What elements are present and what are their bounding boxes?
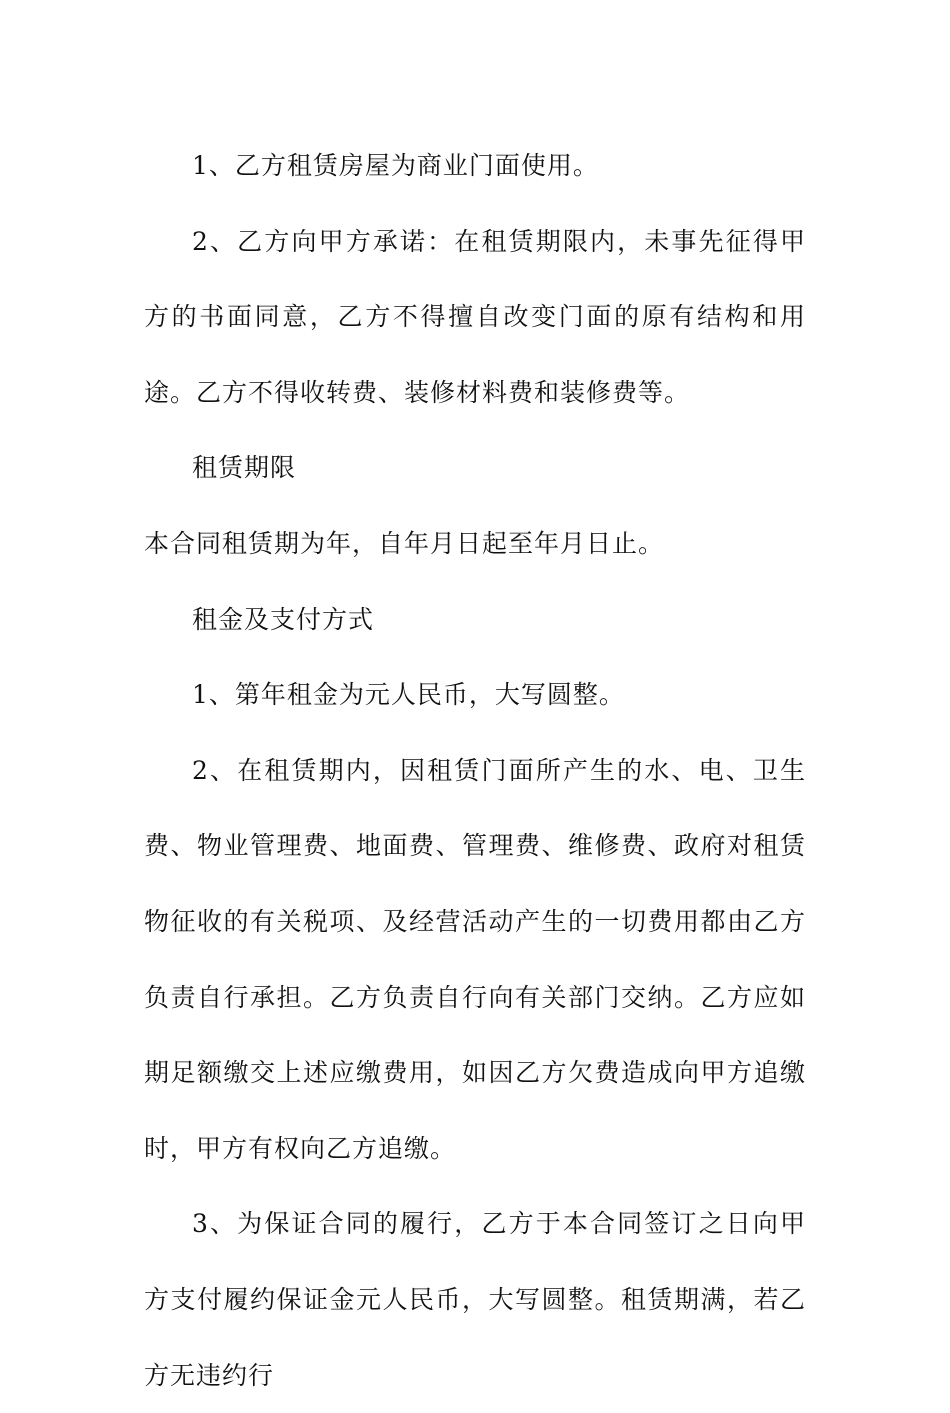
paragraph-deposit: 3、为保证合同的履行，乙方于本合同签订之日向甲方支付履约保证金元人民币，大写圆整。租赁期满，若乙方无违约行 (144, 1209, 806, 1390)
paragraph-usage: 1、乙方租赁房屋为商业门面使用。 (192, 151, 599, 180)
document-body (144, 128, 806, 1413)
paragraph-lease-term: 本合同租赁期为年，自年月日起至年月日止。 (144, 528, 665, 558)
heading-lease-term: 租赁期限 (192, 453, 297, 483)
paragraph-fees: 2、在租赁期内，因租赁门面所产生的水、电、卫生费、物业管理费、地面费、管理费、维修费、政府对租赁物征收的有关税项、及经营活动产生的一切费用都由乙方负责自行承担。乙方负责自行向有关部门交纳。乙方应如期足额缴交上述应缴费用，如因乙方欠费造成向甲方追缴时，甲方有权向乙方追缴。 (144, 755, 806, 1163)
paragraph-promise: 2、乙方向甲方承诺：在租赁期限内，未事先征得甲方的书面同意，乙方不得擅自改变门面的原有结构和用途。乙方不得收转费、装修材料费和装修费等。 (144, 226, 806, 407)
paragraph-rent-amount: 1、第年租金为元人民币，大写圆整。 (192, 680, 625, 710)
heading-rent-payment: 租金及支付方式 (192, 604, 375, 634)
